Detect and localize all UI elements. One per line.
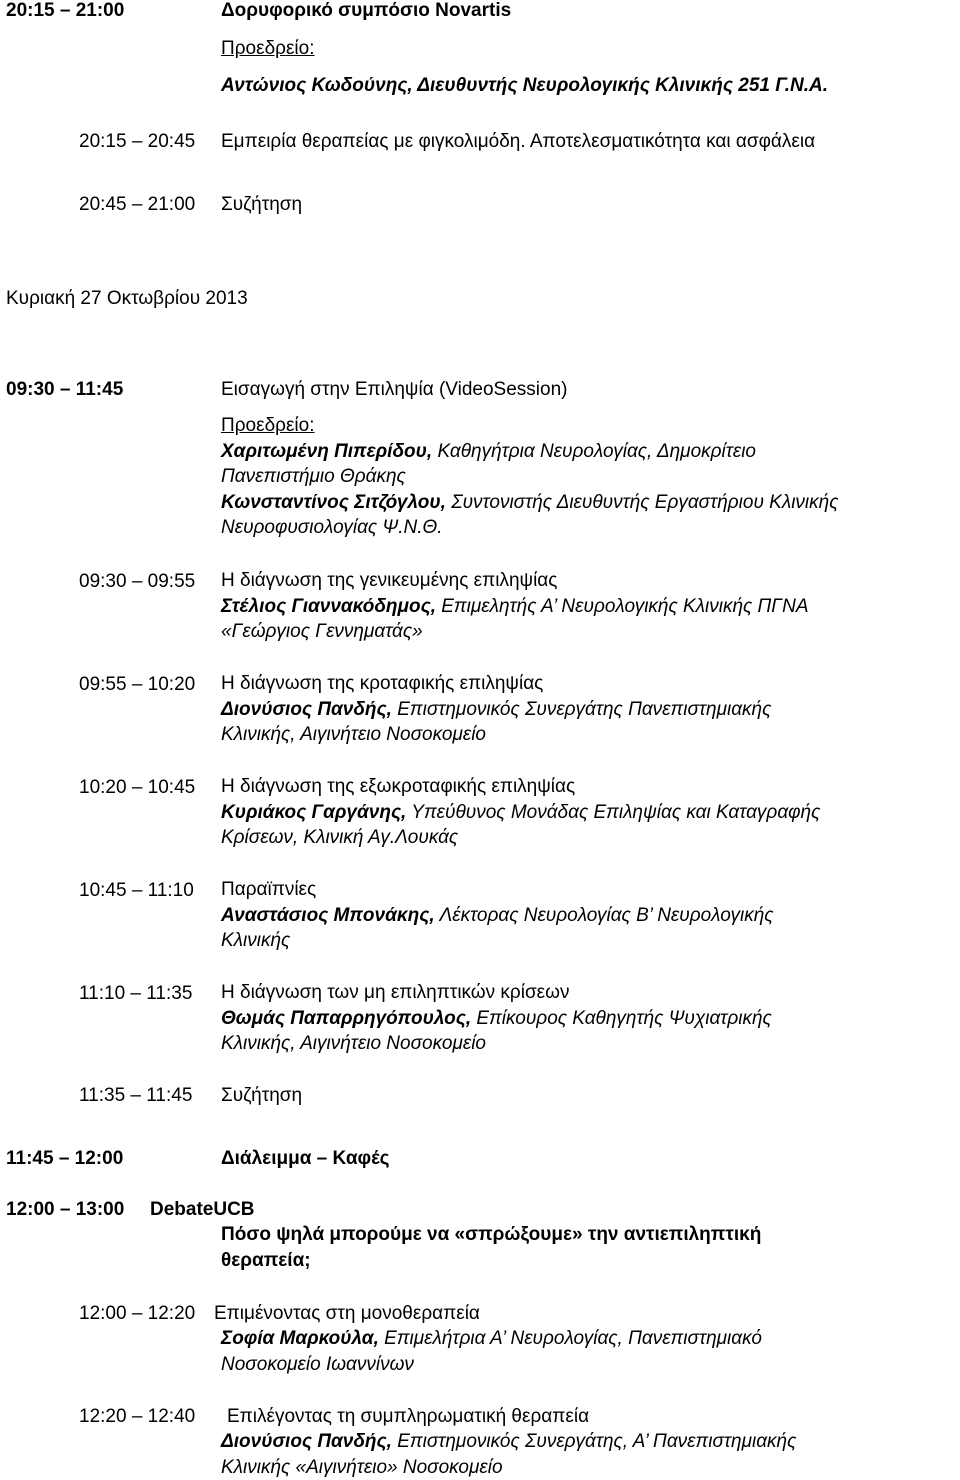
speaker-affiliation: Κλινικής	[221, 930, 291, 951]
chair-name: Κωνσταντίνος Σιτζόγλου,	[221, 491, 446, 513]
chair-label: Προεδρείο:	[221, 38, 315, 59]
talk-title: Εμπειρία θεραπείας με φιγκολιμόδη. Αποτελεσματικότητα και ασφάλεια	[221, 131, 816, 152]
speaker-affiliation: Επίκουρος Καθηγητής Ψυχιατρικής	[471, 1007, 772, 1029]
debate-question-line: Πόσο ψηλά μπορούμε να «σπρώξουμε» την αντιεπιληπτική	[221, 1224, 762, 1245]
session-time: 09:30 – 11:45	[6, 379, 124, 400]
speaker-affiliation: Επιμελήτρια Α’ Νευρολογίας, Πανεπιστημιακό	[378, 1328, 762, 1349]
talk-block	[221, 877, 773, 954]
speaker-name: Σοφία Μαρκούλα,	[221, 1328, 379, 1349]
day-heading: Κυριακή 27 Οκτωβρίου 2013	[6, 288, 248, 309]
speaker-name: Κυριάκος Γαργάνης,	[221, 801, 407, 823]
speaker-name: Διονύσιος Πανδής,	[221, 1431, 392, 1452]
chair-text: Αντώνιος Κωδούνης, Διευθυντής Νευρολογικής Κλινικής 251 Γ.Ν.Α.	[221, 75, 829, 96]
speaker-name: Στέλιος Γιαννακόδημος,	[221, 595, 436, 617]
speaker-name: Διονύσιος Πανδής,	[221, 698, 392, 720]
chair-block	[221, 413, 838, 541]
talk-time: 20:15 – 20:45	[79, 131, 196, 152]
speaker-affiliation: Κρίσεων, Κλινική Αγ.Λουκάς	[221, 827, 459, 848]
talk-block	[221, 671, 771, 748]
talk-title: Η διάγνωση των μη επιληπτικών κρίσεων	[221, 982, 570, 1003]
speaker-name: Θωμάς Παπαρρηγόπουλος,	[221, 1007, 472, 1029]
chair-affiliation: Καθηγήτρια Νευρολογίας, Δημοκρίτειο	[432, 440, 756, 462]
talk-title: Επιμένοντας στη μονοθεραπεία	[214, 1303, 480, 1324]
talk-block	[221, 774, 820, 851]
chair-affiliation: Συντονιστής Διευθυντής Εργαστήριου Κλινικής	[445, 491, 839, 513]
speaker-affiliation: Κλινικής «Αιγινήτειο» Νοσοκομείο	[221, 1456, 503, 1478]
session-time: 20:15 – 21:00	[6, 0, 125, 21]
speaker-affiliation: Κλινικής, Αιγινήτειο Νοσοκομείο	[221, 724, 486, 745]
talk-title: Παραϊπνίες	[221, 879, 317, 900]
speaker-affiliation: Επιμελητής Α’ Νευρολογικής Κλινικής ΠΓΝΑ	[435, 595, 809, 617]
talk-time: 11:35 – 11:45	[79, 1085, 193, 1106]
talk-block	[221, 1429, 796, 1480]
speaker-name: Αναστάσιος Μπονάκης,	[221, 904, 435, 926]
talk-block	[221, 568, 809, 645]
talk-time: 11:10 – 11:35	[79, 983, 193, 1004]
session-title: Εισαγωγή στην Επιληψία (VideoSession)	[221, 379, 568, 400]
debate-time: 12:00 – 13:00	[6, 1199, 125, 1220]
debate-question-line: θεραπεία;	[221, 1249, 311, 1271]
talk-title: Επιλέγοντας τη συμπληρωματική θεραπεία	[227, 1406, 590, 1427]
talk-time: 10:20 – 10:45	[79, 777, 196, 798]
talk-title: Η διάγνωση της κροταφικής επιληψίας	[221, 673, 544, 694]
talk-time: 09:30 – 09:55	[79, 571, 196, 592]
talk-time: 20:45 – 21:00	[79, 194, 196, 215]
talk-time: 09:55 – 10:20	[79, 674, 196, 695]
chair-affiliation: Νευροφυσιολογίας Ψ.Ν.Θ.	[221, 517, 443, 538]
talk-title: Συζήτηση	[221, 1085, 303, 1106]
speaker-affiliation: Υπεύθυνος Μονάδας Επιληψίας και Καταγραφής	[406, 801, 821, 823]
talk-time: 12:20 – 12:40	[79, 1406, 196, 1427]
break-time: 11:45 – 12:00	[6, 1148, 124, 1169]
debate-question	[221, 1222, 761, 1273]
debate-label: DebateUCB	[150, 1199, 255, 1220]
break-title: Διάλειμμα – Καφές	[221, 1148, 390, 1169]
speaker-affiliation: Επιστημονικός Συνεργάτης, Α’ Πανεπιστημιακής	[391, 1431, 797, 1452]
session-title: Δορυφορικό συμπόσιο Novartis	[221, 0, 512, 21]
talk-title: Η διάγνωση της εξωκροταφικής επιληψίας	[221, 776, 576, 797]
talk-title: Συζήτηση	[221, 194, 303, 215]
talk-title: Η διάγνωση της γενικευμένης επιληψίας	[221, 570, 558, 591]
talk-time: 10:45 – 11:10	[79, 880, 194, 901]
speaker-affiliation: Επιστημονικός Συνεργάτης Πανεπιστημιακής	[391, 698, 772, 720]
speaker-affiliation: Λέκτορας Νευρολογίας Β’ Νευρολογικής	[434, 904, 774, 926]
speaker-affiliation: Νοσοκομείο Ιωαννίνων	[221, 1353, 414, 1375]
speaker-affiliation: «Γεώργιος Γεννηματάς»	[221, 621, 423, 642]
talk-block	[221, 1326, 762, 1377]
chair-name: Χαριτωμένη Πιπερίδου,	[221, 440, 433, 462]
talk-time: 12:00 – 12:20	[79, 1303, 196, 1324]
speaker-affiliation: Κλινικής, Αιγινήτειο Νοσοκομείο	[221, 1033, 486, 1054]
chair-affiliation: Πανεπιστήμιο Θράκης	[221, 466, 406, 487]
chair-label: Προεδρείο:	[221, 415, 315, 436]
talk-block	[221, 980, 772, 1057]
